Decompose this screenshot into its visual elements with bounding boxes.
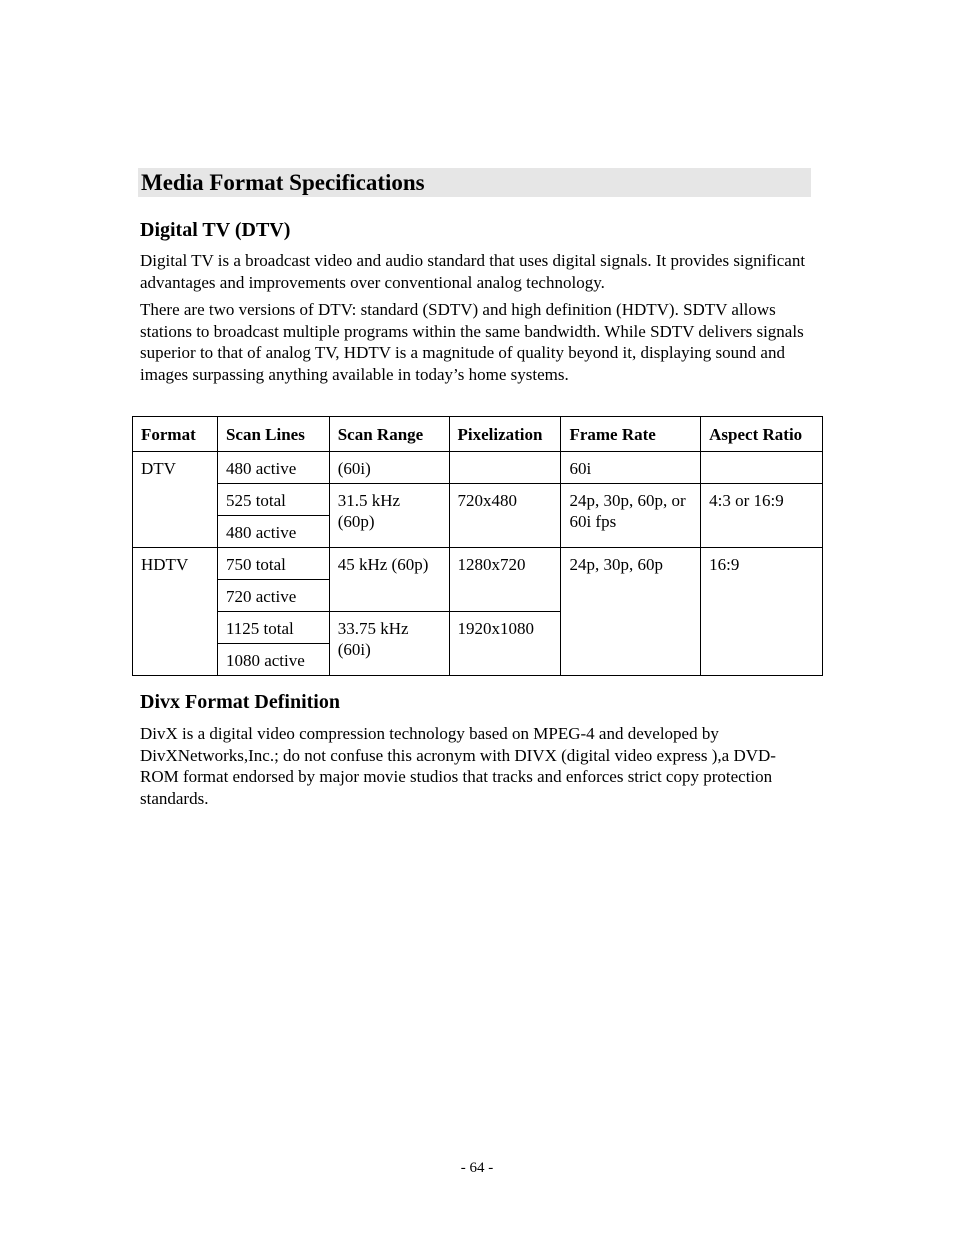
table-row (133, 484, 823, 516)
cell-scan-lines: 525 total (217, 484, 329, 516)
cell-pixelization: 1920x1080 (449, 612, 561, 676)
divx-heading: Divx Format Definition (140, 691, 340, 713)
cell-format-dtv: DTV (133, 452, 218, 548)
cell-aspect-ratio (701, 452, 823, 484)
cell-scan-range: 45 kHz (60p) (329, 548, 449, 612)
cell-scan-lines: 480 active (217, 452, 329, 484)
dtv-paragraph-2: There are two versions of DTV: standard (SDTV) and high definition (HDTV). SDTV allows stations to broadcast multiple programs within the same bandwidth. While SDTV delivers signals superior to that of analog TV, HDTV is a magnitude of quality beyond it, displaying sound and images surpassing anything available in today’s home systems. (140, 300, 804, 385)
table-row (133, 452, 823, 484)
divx-paragraph: DivX is a digital video compression technology based on MPEG-4 and developed by DivXNetworks,Inc.; do not confuse this acronym with DIVX (digital video express ),a DVD-ROM format endorsed by major movie studios that tracks and enforces strict copy protection standards. (140, 724, 776, 809)
cell-scan-range: (60i) (329, 452, 449, 484)
cell-aspect-ratio: 4:3 or 16:9 (701, 484, 823, 548)
cell-scan-lines: 750 total (217, 548, 329, 580)
cell-pixelization: 1280x720 (449, 548, 561, 612)
header-format: Format (133, 417, 218, 452)
cell-scan-lines: 720 active (217, 580, 329, 612)
format-spec-table (132, 416, 823, 676)
header-frame-rate: Frame Rate (561, 417, 701, 452)
cell-format-hdtv: HDTV (133, 548, 218, 676)
cell-pixelization (449, 452, 561, 484)
cell-frame-rate: 60i (561, 452, 701, 484)
page-title: Media Format Specifications (138, 168, 811, 197)
dtv-paragraph-1: Digital TV is a broadcast video and audio standard that uses digital signals. It provides significant advantages and improvements over conventional analog technology. (140, 251, 806, 292)
cell-aspect-ratio: 16:9 (701, 548, 823, 676)
cell-scan-range: 31.5 kHz (60p) (329, 484, 449, 548)
cell-scan-lines: 1080 active (217, 644, 329, 676)
cell-frame-rate: 24p, 30p, 60p (561, 548, 701, 676)
table-header-row (133, 417, 823, 452)
header-pixelization: Pixelization (449, 417, 561, 452)
table-row (133, 548, 823, 580)
cell-scan-lines: 1125 total (217, 612, 329, 644)
cell-scan-range: 33.75 kHz (60i) (329, 612, 449, 676)
cell-frame-rate: 24p, 30p, 60p, or 60i fps (561, 484, 701, 548)
cell-pixelization: 720x480 (449, 484, 561, 548)
dtv-heading: Digital TV (DTV) (140, 219, 291, 241)
cell-scan-lines: 480 active (217, 516, 329, 548)
header-aspect-ratio: Aspect Ratio (701, 417, 823, 452)
header-scan-range: Scan Range (329, 417, 449, 452)
page-number: - 64 - (460, 1160, 494, 1176)
header-scan-lines: Scan Lines (217, 417, 329, 452)
